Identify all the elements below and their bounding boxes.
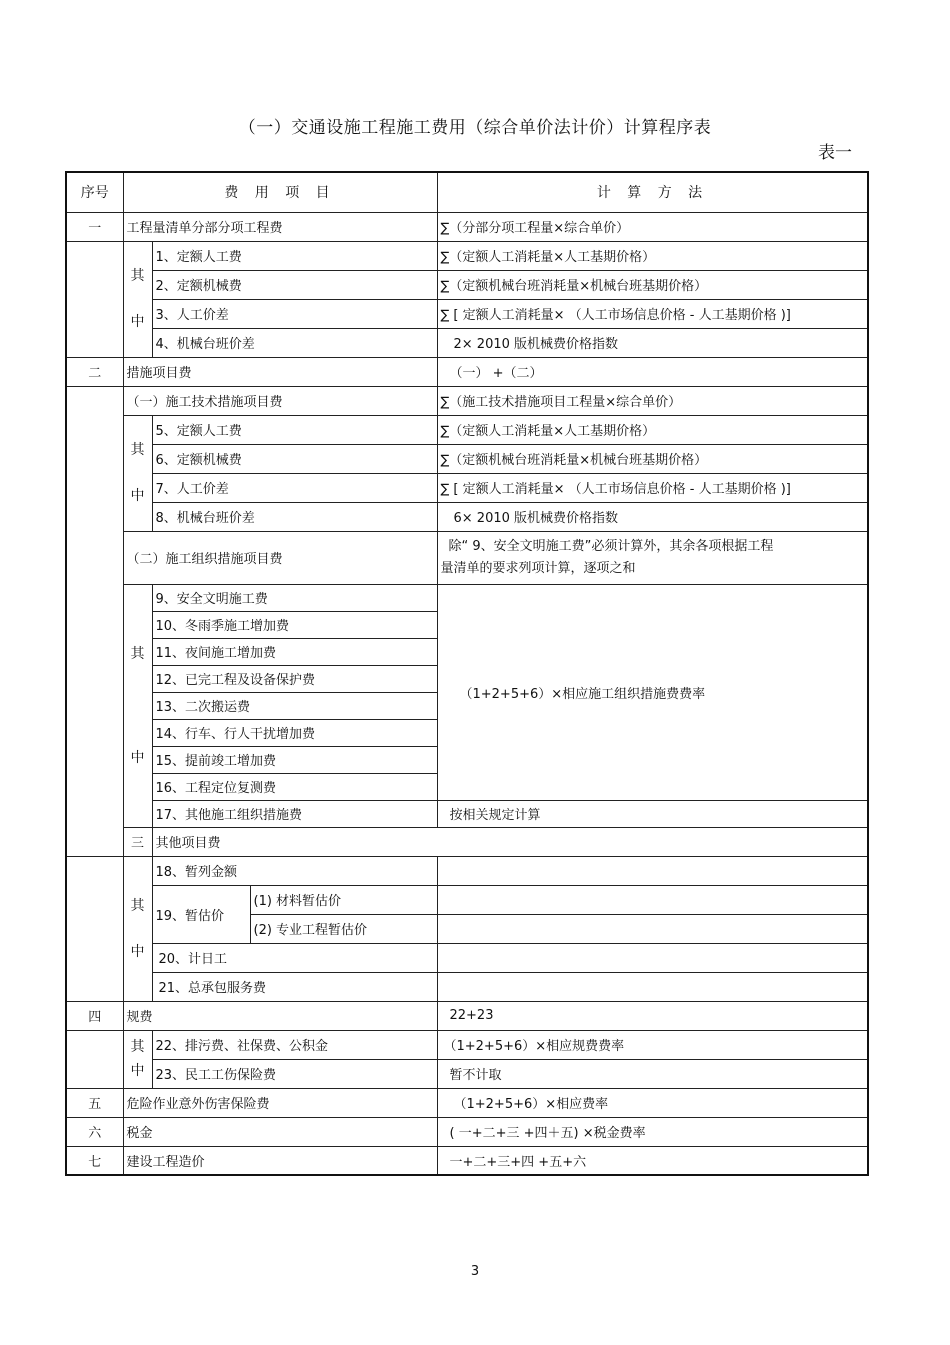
row-item: (2) 专业工程暂估价	[250, 914, 437, 943]
row-item: 14、行车、行人干扰增加费	[152, 719, 437, 746]
row-method: 2× 2010 版机械费价格指数	[437, 328, 868, 357]
row-item: 16、工程定位复测费	[152, 773, 437, 800]
row-item: 17、其他施工组织措施费	[152, 800, 437, 827]
row-item: 10、冬雨季施工增加费	[152, 611, 437, 638]
row-item: （二）施工组织措施项目费	[123, 531, 437, 584]
row-method: ∑ [ 定额人工消耗量× （人工市场信息价格 - 人工基期价格 )]	[437, 473, 868, 502]
row-number: 七	[66, 1146, 123, 1175]
row-item: 21、总承包服务费	[152, 972, 437, 1001]
page-number: 3	[470, 1264, 480, 1279]
table-row	[66, 972, 868, 1001]
table-row	[66, 531, 868, 584]
row-item: 措施项目费	[123, 357, 437, 386]
row-item: 税金	[123, 1117, 437, 1146]
row-method: 一+二+三+四 +五+六	[437, 1146, 868, 1175]
row-item: 2、定额机械费	[152, 270, 437, 299]
table-row	[66, 1001, 868, 1030]
row-method: 6× 2010 版机械费价格指数	[437, 502, 868, 531]
row-method: ∑（定额机械台班消耗量×机械台班基期价格）	[437, 444, 868, 473]
table-row	[66, 386, 868, 415]
row-number: 二	[66, 357, 123, 386]
header-method: 计 算 方 法	[437, 172, 868, 212]
table-row	[66, 856, 868, 885]
table-row	[66, 1059, 868, 1088]
table-row	[66, 444, 868, 473]
qizhong-label: 其 中	[123, 241, 152, 357]
empty-cell	[66, 241, 123, 357]
empty-cell	[66, 1030, 123, 1088]
table-number: 表一	[818, 143, 852, 163]
table-row	[66, 885, 868, 914]
row-method: ∑（定额机械台班消耗量×机械台班基期价格）	[437, 270, 868, 299]
table-row	[66, 584, 868, 611]
table-row	[66, 1146, 868, 1175]
row-item: 11、夜间施工增加费	[152, 638, 437, 665]
row-item: 9、安全文明施工费	[152, 584, 437, 611]
row-method: （1+2+5+6）×相应规费费率	[437, 1030, 868, 1059]
table-row	[66, 1088, 868, 1117]
row-method	[437, 972, 868, 1001]
table-row	[66, 241, 868, 270]
row-number: 一	[66, 212, 123, 241]
row-method: 按相关规定计算	[437, 800, 868, 827]
row-number: 六	[66, 1117, 123, 1146]
table-row	[66, 800, 868, 827]
row-method: ∑（施工技术措施项目工程量×综合单价）	[437, 386, 868, 415]
table-row	[66, 328, 868, 357]
row-item: 8、机械台班价差	[152, 502, 437, 531]
table-row	[66, 1030, 868, 1059]
row-method: ∑（分部分项工程量×综合单价）	[437, 212, 868, 241]
row-item: 6、定额机械费	[152, 444, 437, 473]
row-method: 暂不计取	[437, 1059, 868, 1088]
row-method: （1+2+5+6）×相应费率	[437, 1088, 868, 1117]
row-item: （一）施工技术措施项目费	[123, 386, 437, 415]
table-row	[66, 212, 868, 241]
row-item: 22、排污费、社保费、公积金	[152, 1030, 437, 1059]
row-method: ∑（定额人工消耗量×人工基期价格）	[437, 241, 868, 270]
empty-cell	[66, 856, 123, 1001]
row-item: 7、人工价差	[152, 473, 437, 502]
table-row	[66, 299, 868, 328]
row-item: 1、定额人工费	[152, 241, 437, 270]
header-seq: 序号	[66, 172, 123, 212]
row-method	[437, 885, 868, 914]
qizhong-label: 其 中	[123, 856, 152, 1001]
row-item: 19、暂估价	[152, 885, 250, 943]
row-number: 五	[66, 1088, 123, 1117]
row-method: ∑（定额人工消耗量×人工基期价格）	[437, 415, 868, 444]
row-item: 20、计日工	[152, 943, 437, 972]
table-row	[66, 502, 868, 531]
row-item: 4、机械台班价差	[152, 328, 437, 357]
qizhong-label: 其 中	[123, 1030, 152, 1088]
row-number: 三	[123, 827, 152, 856]
row-method	[437, 856, 868, 885]
row-method: 除“ 9、安全文明施工费”必须计算外，其余各项根据工程 量清单的要求列项计算，逐项之和	[437, 531, 868, 584]
empty-cell	[66, 386, 123, 856]
row-item: 23、民工工伤保险费	[152, 1059, 437, 1088]
row-method: （1+2+5+6）×相应施工组织措施费费率	[437, 584, 868, 800]
row-method: ∑ [ 定额人工消耗量× （人工市场信息价格 - 人工基期价格 )]	[437, 299, 868, 328]
row-item: 18、暂列金额	[152, 856, 437, 885]
table-row	[66, 270, 868, 299]
row-item: 建设工程造价	[123, 1146, 437, 1175]
table-row	[66, 473, 868, 502]
row-method	[437, 914, 868, 943]
table-row	[66, 1117, 868, 1146]
row-method: ( 一+二+三 +四＋五) ×税金费率	[437, 1117, 868, 1146]
row-number: 四	[66, 1001, 123, 1030]
row-item: 13、二次搬运费	[152, 692, 437, 719]
row-item: 危险作业意外伤害保险费	[123, 1088, 437, 1117]
row-method: 22+23	[437, 1001, 868, 1030]
table-row	[66, 943, 868, 972]
table-row	[66, 415, 868, 444]
table-row	[66, 827, 868, 856]
row-item: 5、定额人工费	[152, 415, 437, 444]
table-header-row	[66, 172, 868, 212]
row-item: 15、提前竣工增加费	[152, 746, 437, 773]
row-method: （一） +（二）	[437, 357, 868, 386]
row-item: 工程量清单分部分项工程费	[123, 212, 437, 241]
row-method	[437, 943, 868, 972]
qizhong-label: 其 中	[123, 415, 152, 531]
qizhong-label: 其 中	[123, 584, 152, 827]
row-item: 12、已完工程及设备保护费	[152, 665, 437, 692]
fee-calculation-table	[65, 171, 869, 1176]
table-row	[66, 357, 868, 386]
header-item: 费 用 项 目	[123, 172, 437, 212]
row-item: 3、人工价差	[152, 299, 437, 328]
row-item: 其他项目费	[152, 827, 868, 856]
row-item: (1) 材料暂估价	[250, 885, 437, 914]
row-item: 规费	[123, 1001, 437, 1030]
page-title: （一）交通设施工程施工费用（综合单价法计价）计算程序表	[238, 118, 712, 138]
